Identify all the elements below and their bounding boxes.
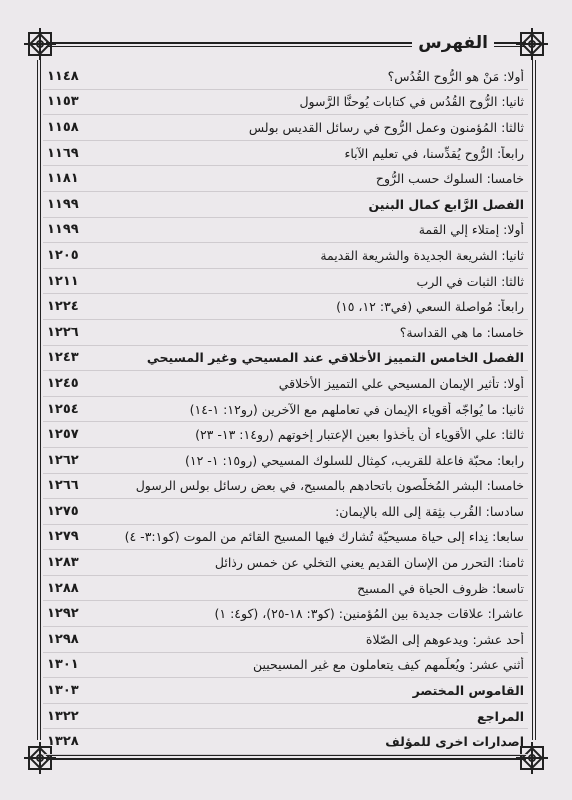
toc-page-number: ١٢٦٢ xyxy=(47,452,79,468)
toc-entry-title: ثانيا: الرُّوح القُدُس في كتابات يُوحنَّا الرَّسول xyxy=(299,94,524,110)
toc-entry-row xyxy=(43,525,528,551)
toc-entry-title: ثانيا: الشريعة الجديدة والشريعة القديمة xyxy=(320,247,524,263)
toc-page-number: ١٢٥٧ xyxy=(47,427,79,443)
toc-entry-title: أثني عشر: ويُعلِّمهم كيف يتعاملون مع غير المسيحيين xyxy=(252,657,524,673)
toc-entry-row xyxy=(43,166,528,192)
toc-page-number: ١٢٤٥ xyxy=(47,375,79,391)
toc-entry-title: سادسا: القُرب بثِقة إلى الله بالإيمان: xyxy=(335,503,524,519)
toc-entry-row xyxy=(43,627,528,653)
toc-page-number: ١١٨١ xyxy=(47,171,79,187)
toc-section-row xyxy=(43,729,528,755)
toc-page-number: ١١٩٩ xyxy=(47,222,79,238)
toc-entry-row xyxy=(43,422,528,448)
toc-entry-row xyxy=(43,90,528,116)
toc-page-number: ١١٤٨ xyxy=(47,68,79,84)
toc-page-number: ١٢٨٨ xyxy=(47,580,79,596)
toc-page-number: ١٢٠٥ xyxy=(47,247,79,263)
corner-ornament-icon xyxy=(514,26,550,62)
frame-right-border xyxy=(532,60,536,740)
toc-entry-title: أولا: مَنْ هو الرُّوح القُدُس؟ xyxy=(387,68,524,84)
toc-entry-title: عاشرا: علاقات جديدة بين المُؤمنين: (كو٣: ١٨-٢٥)، (كو٤: ١) xyxy=(214,606,524,622)
toc-entry-row xyxy=(43,269,528,295)
toc-entry-title: اصدارات اخرى للمؤلف xyxy=(385,734,524,750)
toc-entry-title: أولا: إمتلاء إلي القمة xyxy=(418,222,524,238)
toc-page-number: ١٣٢٨ xyxy=(47,734,79,750)
toc-entry-title: الفصل الرَّابع كمال البنين xyxy=(368,196,524,212)
toc-entry-row xyxy=(43,141,528,167)
toc-entry-title: ثامنا: التحرر من الإسان القديم يعني التخلي عن خمس رذائل xyxy=(214,555,524,571)
toc-entry-row xyxy=(43,653,528,679)
page-title: الفهرس xyxy=(412,33,494,53)
toc-section-row xyxy=(43,192,528,218)
toc-entry-title: رابعا: محبّة فاعلة للقريب، كمِثال للسلوك المسيحي (رو١٥: ١- ١٢) xyxy=(185,452,524,468)
toc-page-number: ١١٦٩ xyxy=(47,145,79,161)
toc-page-number: ١٢٩٢ xyxy=(47,606,79,622)
toc-entry-title: خامسا: البشر المُخلّصون باتحادهم بالمسيح، في بعض رسائل بولس الرسول xyxy=(135,478,524,494)
toc-page-number: ١٢٩٨ xyxy=(47,631,79,647)
toc-page-number: ١٢٨٣ xyxy=(47,555,79,571)
toc-entry-title: المراجع xyxy=(477,708,524,724)
toc-entry-title: ثالثا: علي الأقوياء أن يأخذوا بعين الإعتبار إخوتهم (رو١٤: ١٣- ٢٣) xyxy=(195,427,524,443)
toc-entry-row xyxy=(43,448,528,474)
toc-page-number: ١٣٢٢ xyxy=(47,708,79,724)
toc-page-number: ١٢٧٥ xyxy=(47,503,79,519)
toc-entry-row xyxy=(43,397,528,423)
toc-page-number: ١٢٢٤ xyxy=(47,299,79,315)
toc-page-number: ١٢٧٩ xyxy=(47,529,79,545)
toc-page-number: ١٢٢٦ xyxy=(47,324,79,340)
toc-entry-title: سابعا: نِداء إلى حياة مسيحيّة تُشارك فيها المسيح القائم من الموت (كو٣:١- ٤) xyxy=(124,529,524,545)
toc-entry-row xyxy=(43,499,528,525)
toc-entry-row xyxy=(43,474,528,500)
toc-page-number: ١٣٠٣ xyxy=(47,683,79,699)
toc-entry-row xyxy=(43,115,528,141)
toc-entry-title: القاموس المختصر xyxy=(412,683,524,699)
toc-page-number: ١٣٠١ xyxy=(47,657,79,673)
toc-entry-row xyxy=(43,218,528,244)
toc-entry-title: أحد عشر: ويدعوهم إلى الصّلاة xyxy=(365,631,524,647)
toc-section-row xyxy=(43,704,528,730)
toc-entry-row xyxy=(43,371,528,397)
toc-entry-title: تاسعا: ظروف الحياة في المسيح xyxy=(357,580,524,596)
toc-page-number: ١٢١١ xyxy=(47,273,79,289)
toc-entry-row xyxy=(43,243,528,269)
toc-entry-title: أولا: تأثير الإيمان المسيحي علي التمييز الأخلاقي xyxy=(278,375,524,391)
frame-left-border xyxy=(37,60,41,740)
toc-page-number: ١١٩٩ xyxy=(47,196,79,212)
toc-entry-row xyxy=(43,601,528,627)
toc-entry-title: ثالثا: الثبات في الرب xyxy=(416,273,524,289)
toc-page-number: ١٢٤٣ xyxy=(47,350,79,366)
toc-page-number: ١١٥٣ xyxy=(47,94,79,110)
toc-entry-title: ثانيا: ما يُواجّه أقوياء الإيمان في تعاملهم مع الآخرين (رو١٢: ١-١٤) xyxy=(189,401,524,417)
toc-entry-row xyxy=(43,64,528,90)
toc-entry-row xyxy=(43,320,528,346)
corner-ornament-icon xyxy=(22,26,58,62)
toc-entry-title: رابعاً: الرُّوح يُقدِّسنا، في تعليم الآباء xyxy=(344,145,524,161)
toc-entry-row xyxy=(43,294,528,320)
toc-page-number: ١٢٦٦ xyxy=(47,478,79,494)
frame-bottom-border xyxy=(46,755,526,760)
toc-entry-title: الفصل الخامس التمييز الأخلاقي عند المسيحي وغير المسيحي xyxy=(146,350,524,366)
toc-page-number: ١١٥٨ xyxy=(47,119,79,135)
toc-section-row xyxy=(43,346,528,372)
toc-list xyxy=(43,64,528,755)
toc-page-number: ١٢٥٤ xyxy=(47,401,79,417)
toc-entry-row xyxy=(43,550,528,576)
toc-entry-row xyxy=(43,576,528,602)
toc-entry-title: رابعاً: مُواصلة السعي (في٣: ١٢، ١٥) xyxy=(336,299,524,315)
toc-entry-title: خامسا: السلوك حسب الرُّوح xyxy=(375,171,524,187)
toc-section-row xyxy=(43,678,528,704)
toc-entry-title: خامسا: ما هي القداسة؟ xyxy=(399,324,524,340)
toc-entry-title: ثالثا: المُؤمنون وعمل الرُّوح في رسائل القديس بولس xyxy=(248,119,524,135)
